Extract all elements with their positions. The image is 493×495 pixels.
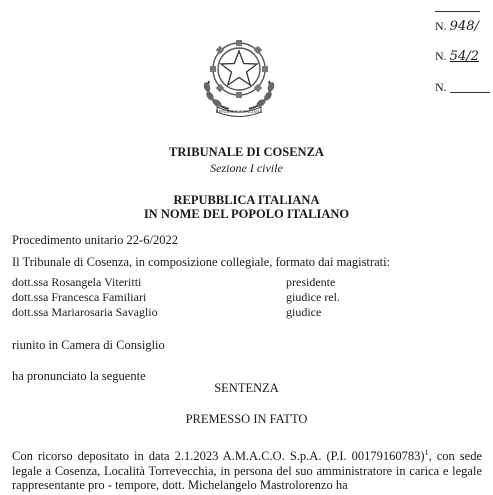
sentence-title: SENTENZA bbox=[214, 381, 279, 395]
svg-text:REPUBBLICA ITALIANA: REPUBBLICA ITALIANA bbox=[215, 109, 263, 114]
court-section: Sezione I civile bbox=[210, 161, 283, 175]
republic-heading: REPUBBLICA ITALIANA bbox=[173, 193, 320, 207]
pronounced-statement: ha pronunciato la seguente bbox=[12, 369, 146, 383]
composition-statement: Il Tribunale di Cosenza, in composizione collegiale, formato dai magistrati: bbox=[12, 255, 391, 269]
procedure-number: Procedimento unitario 22-6/2022 bbox=[12, 233, 178, 247]
registry-number-3: N. bbox=[435, 81, 490, 93]
registry-top-line bbox=[435, 0, 480, 12]
registry-number-2: N. 54/2 bbox=[435, 49, 479, 64]
italian-republic-emblem-icon bbox=[199, 31, 279, 117]
magistrate-role: giudice bbox=[286, 305, 322, 319]
people-heading: IN NOME DEL POPOLO ITALIANO bbox=[143, 207, 350, 221]
premise-paragraph: Con ricorso depositato in data 2.1.2023 A.M.A.C.O. S.p.A. (P.I. 00179160783)$^1$, con sede legale a Cosenza, Località Torrevecchia, in persona del suo amministratore in carica e legale rappresentante pro - tempore, dott. Michelangelo Mastrolorenzo ha bbox=[12, 448, 482, 493]
chamber-statement: riunito in Camera di Consiglio bbox=[12, 338, 165, 352]
magistrate-name: dott.ssa Mariarosaria Savaglio bbox=[12, 305, 158, 319]
footnote-mark: 1 bbox=[424, 448, 429, 457]
premise-title: PREMESSO IN FATTO bbox=[185, 412, 308, 426]
court-name: TRIBUNALE DI COSENZA bbox=[169, 145, 324, 159]
registry-number-1: N. 948/ bbox=[435, 19, 479, 34]
magistrate-name: dott.ssa Francesca Familiari bbox=[12, 290, 147, 304]
magistrate-role: presidente bbox=[286, 275, 336, 289]
magistrate-role: giudice rel. bbox=[286, 290, 340, 304]
magistrate-name: dott.ssa Rosangela Viteritti bbox=[12, 275, 142, 289]
